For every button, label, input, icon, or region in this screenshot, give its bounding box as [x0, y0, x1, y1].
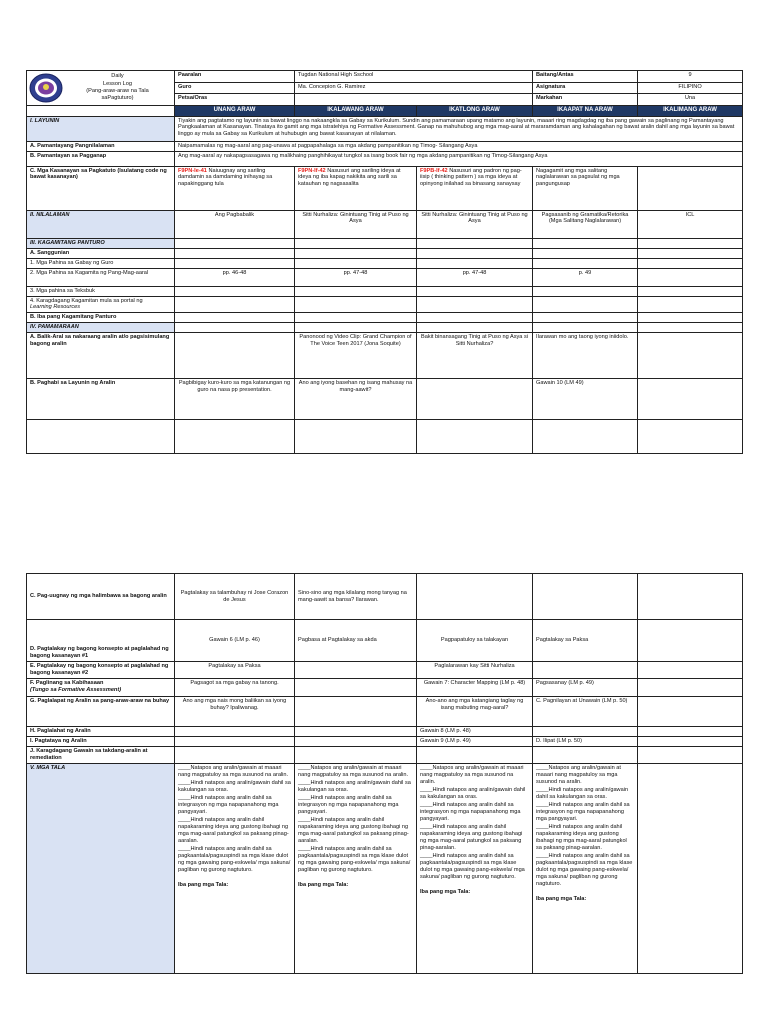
- empty-cell: [638, 323, 743, 333]
- pangnilalaman-text: Naipamamalas ng mag-aaral ang pag-unawa at pagpapahalaga sa mga akdang pampanitikan ng Timog- Silangang Asya: [175, 141, 743, 151]
- row-cell: Paglalarawan kay Sitti Nurhaliza: [417, 662, 533, 679]
- row-cell: Sino-sino ang mga kilalang mong tanyag na mang-aawit sa bansa? Ilarawan.: [295, 574, 417, 620]
- field-label-petsa: Petsa/Oras: [175, 94, 295, 106]
- empty-cell: [533, 238, 638, 248]
- kasanayan-cell-4: [533, 166, 638, 210]
- empty-cell: [175, 296, 295, 313]
- lesson-log-page-1: [26, 70, 742, 454]
- row-cell: [295, 678, 417, 696]
- empty-cell: [417, 258, 533, 268]
- day-header-4: IKAAPAT NA ARAW: [533, 106, 638, 117]
- empty-cell: [295, 420, 417, 454]
- kasanayan-label: C. Mga Kasanayan sa Pagkatuto (Isulatang code ng bawat kasanayan): [27, 166, 175, 210]
- tala-remark: ____Hindi natapos ang aralin dahil sa integrasyon ng mga napapanahong mga pangyayari.: [536, 801, 630, 822]
- row-cell: Pagsagot sa mga gabay na tanong.: [175, 678, 295, 696]
- row-cell: [638, 746, 743, 763]
- tala-remark: ____Hindi natapos ang aralin dahil napakaraming ideya ang gustong ibahagi ng mga mag-aaral patungkol sa paksang pinag-aaralan.: [178, 816, 289, 844]
- empty-cell: [533, 296, 638, 313]
- kagamitan-label: III. KAGAMITANG PANTURO: [27, 238, 175, 248]
- empty-cell: [295, 238, 417, 248]
- row-cell: [638, 736, 743, 746]
- paghahabi-cell-4: Gawain 10 (LM 49): [533, 379, 638, 420]
- pages-cell-1: pp. 46-48: [175, 268, 295, 286]
- pangnilalaman-label: A. Pamantayang Pangnilalaman: [27, 141, 175, 151]
- tala-cell-2: [295, 763, 417, 973]
- empty-cell: [638, 286, 743, 296]
- nilalaman-cell-5: ICL: [638, 210, 743, 238]
- teksbuk-label: 3. Mga pahina sa Teksbuk: [27, 286, 175, 296]
- title-line: saPagtuturo): [101, 95, 134, 102]
- row-cell: [295, 746, 417, 763]
- kasanayan-cell-3: [417, 166, 533, 210]
- paghahabi-cell-5: [638, 379, 743, 420]
- balik-aral-cell-4: Ilarawan mo ang taong iyong iniidolo.: [533, 333, 638, 379]
- row-cell: Ano-ano ang mga katangiang taglay ng isang mabuting mag-aaral?: [417, 696, 533, 726]
- empty-cell: [175, 420, 295, 454]
- row-cell: Pagbasa at Pagtalakay sa akda: [295, 620, 417, 662]
- field-value-paaralan: Tugdan National High Sschool: [295, 71, 533, 83]
- pages-cell-5: [638, 268, 743, 286]
- row-cell: [638, 662, 743, 679]
- pages-cell-4: p. 49: [533, 268, 638, 286]
- row-cell: Gawain 8 (LM p. 48): [417, 726, 533, 736]
- field-label-markahan: Markahan: [533, 94, 638, 106]
- kagamitang-mag-aaral-label: 2. Mga Pahina sa Kagamita ng Pang-Mag-aaral: [27, 268, 175, 286]
- row-cell: Pagtalakay sa Paksa: [533, 620, 638, 662]
- competency-text: Nasusuri ang padron ng pag-iisip ( thinking pattern ) sa mga ideya at opinyong inilahad sa binasang sanaysay: [420, 167, 522, 188]
- gabay-label: 1. Mga Pahina sa Gabay ng Guro: [27, 258, 175, 268]
- header-title: [63, 73, 172, 102]
- nilalaman-label: II. NILALAMAN: [27, 210, 175, 238]
- row-cell: C. Pagnilayan at Unawain (LM p. 50): [533, 696, 638, 726]
- nilalaman-cell-2: Sitti Nurhaliza: Ginintuang Tinig at Puso ng Asya: [295, 210, 417, 238]
- row-cell: [295, 696, 417, 726]
- row-cell: Gawain 9 (LM p. 49): [417, 736, 533, 746]
- portal-label: [27, 296, 175, 313]
- nilalaman-cell-4: Pagsasanib ng Gramatika/Retorika (Mga Salitang Naglalarawan): [533, 210, 638, 238]
- row-cell: [638, 574, 743, 620]
- row-cell: [638, 620, 743, 662]
- field-value-baitang: 9: [638, 71, 743, 83]
- empty-cell: [295, 313, 417, 323]
- tala-remark: ____Hindi natapos ang aralin dahil sa integrasyon ng mga napapanahong mga pangyayari.: [298, 794, 399, 815]
- empty-cell: [175, 286, 295, 296]
- iba-pang-tala-label: Iba pang mga Tala:: [178, 881, 229, 888]
- pages-cell-2: pp. 47-48: [295, 268, 417, 286]
- row-cell: [175, 726, 295, 736]
- day-header-5: IKALIMANG ARAW: [638, 106, 743, 117]
- pagganap-text: Ang mag-aaral ay nakapagsasagawa ng malikhaing panghihikayat tungkol sa isang book fair ng mga akdang pampanitikan ng Timog-Silangang Asya: [175, 151, 743, 166]
- lesson-log-table-1: [26, 70, 743, 454]
- empty-cell: [417, 248, 533, 258]
- pages-cell-3: pp. 47-48: [417, 268, 533, 286]
- title-line: Lesson Log: [103, 80, 132, 87]
- competency-code: F9PN-Ie-41: [178, 167, 207, 174]
- nilalaman-cell-3: Sitti Nurhaliza: Ginintuang Tinig at Puso ng Asya: [417, 210, 533, 238]
- empty-cell: [533, 286, 638, 296]
- field-value-asignatura: FILIPINO: [638, 82, 743, 94]
- field-label-guro: Guro: [175, 82, 295, 94]
- row-label: I. Pagtataya ng Aralin: [27, 736, 175, 746]
- tala-remark: ____Hindi natapos ang aralin/gawain dahil sa kakulangan sa oras.: [178, 779, 291, 793]
- balik-aral-label: A. Balik-Aral sa nakaraang aralin at/o pagsisimulang bagong aralin: [27, 333, 175, 379]
- field-value-guro: Ma. Concepion G. Ramirez: [295, 82, 533, 94]
- day-header-3: IKATLONG ARAW: [417, 106, 533, 117]
- empty-cell: [417, 313, 533, 323]
- paghahabi-cell-1: Pagbibigay kuro-kuro sa mga katanungan ng guro na nasa pp presentation.: [175, 379, 295, 420]
- field-label-baitang: Baitang/Antas: [533, 71, 638, 83]
- empty-cell: [638, 313, 743, 323]
- empty-cell: [417, 296, 533, 313]
- row-cell: Pagtalakay sa talambuhay ni Jose Corazon de Jesus: [175, 574, 295, 620]
- empty-cell: [638, 420, 743, 454]
- deped-seal-icon: [29, 73, 63, 103]
- header-logo-title-cell: [27, 71, 175, 106]
- row-cell: [638, 726, 743, 736]
- kasanayan-cell-2: [295, 166, 417, 210]
- layunin-text: Tiyakin ang pagtatamo ng layunin sa bawat linggo na nakaangkla sa Gabay sa Kurikulum. Sundin ang pamamaraan upang matamo ang layunin, maaari ring magdagdag ng iba pang gawain sa paglinang ng Pamantayang Pangkaalaman at Kasanayan. Tinataya ito gamit ang mga istratehiya ng Formative Assessment. Ganap na mahuhubog ang mga mag-aaral at mararamdaman ang kahalagahan ng bawat aralin dahil ang mga layunin sa bawat linggo ay mula sa Gabay sa Kurikulum at huhubugin ang bawat kasanayan at nilalaman.: [175, 116, 743, 141]
- empty-cell: [417, 238, 533, 248]
- portal-label-a: 4. Karagdagang Kagamitan mula sa portal ng: [30, 297, 143, 304]
- balik-aral-cell-3: Bakit binansagang Tinig at Puso ng Asya si Sitti Nurhaliza?: [417, 333, 533, 379]
- paghahabi-label: B. Paghabi sa Layunin ng Aralin: [27, 379, 175, 420]
- nilalaman-cell-1: Ang Pagbabalik: [175, 210, 295, 238]
- portal-label-b: Learning Resources: [30, 304, 81, 311]
- row-cell: [533, 726, 638, 736]
- empty-cell: [175, 258, 295, 268]
- competency-text: Naiuugnay ang sariling damdamin sa damdaming inihayag sa napakinggang tula: [178, 167, 273, 188]
- iba-pang-tala-label: Iba pang mga Tala:: [536, 895, 587, 902]
- competency-text: Nagagamit ang mga salitang naglalarawan sa pagsulat ng mga pangungusap: [536, 167, 620, 188]
- row-cell: Pagsasanay (LM p. 49): [533, 678, 638, 696]
- tala-remark: ____Natapos ang aralin/gawain at maaari nang magpatuloy sa mga susunod na aralin.: [298, 764, 409, 778]
- empty-cell: [295, 323, 417, 333]
- row-cell: [175, 736, 295, 746]
- empty-cell: [175, 248, 295, 258]
- tala-cell-5: [638, 763, 743, 973]
- row-label: [27, 678, 175, 696]
- lesson-log-table-2: [26, 573, 743, 974]
- tala-remark: ____Hindi natapos ang aralin dahil sa pagkaantala/pagsuspindi sa mga klase dulot ng mga gawaing pang-eskwela/ mga sakuna/ pagliban ng gurong nagtuturo.: [536, 852, 633, 887]
- pamamaraan-label: IV. PAMAMARAAN: [27, 323, 175, 333]
- pagganap-label: B. Pamantayan sa Pagganap: [27, 151, 175, 166]
- tala-remark: ____Hindi natapos ang aralin/gawain dahil sa kakulangan sa oras.: [420, 786, 526, 800]
- empty-cell: [295, 248, 417, 258]
- row-cell: [295, 726, 417, 736]
- empty-cell: [533, 313, 638, 323]
- empty-cell: [27, 420, 175, 454]
- competency-text: Nasusuri ang sariling ideya at ideya ng iba kapag nakikita ang sarili sa katauhan ng nagsasalita: [298, 167, 401, 188]
- empty-cell: [295, 286, 417, 296]
- tala-remark: ____Natapos ang aralin/gawain at maaari nang magpatuloy sa mga susunod na aralin.: [536, 764, 621, 785]
- tala-remark: ____Hindi natapos ang aralin/gawain dahil sa kakulangan sa oras.: [536, 786, 629, 800]
- empty-cell: [533, 258, 638, 268]
- day-header-2: IKALAWANG ARAW: [295, 106, 417, 117]
- balik-aral-cell-2: Panonood ng Video Clip: Grand Champion of The Voice Teen 2017 (Jona Soquite): [295, 333, 417, 379]
- field-label-paaralan: Paaralan: [175, 71, 295, 83]
- iba-pang-tala-label: Iba pang mga Tala:: [420, 888, 471, 895]
- row-cell: Ano ang mga nais mong baliikan sa iyong buhay? Ipaliwanag.: [175, 696, 295, 726]
- empty-cell: [417, 420, 533, 454]
- title-line: (Pang-araw-araw na Tala: [86, 88, 149, 94]
- kasanayan-cell-5: [638, 166, 743, 210]
- tala-remark: ____Hindi natapos ang aralin dahil sa pagkaantala/pagsuspindi sa mga klase dulot ng mga gawaing pang-eskwela/ mga sakuna/ pagliban ng gurong nagtuturo.: [298, 845, 411, 873]
- row-label: C. Pag-uugnay ng mga halimbawa sa bagong aralin: [27, 574, 175, 620]
- row-cell: [638, 696, 743, 726]
- row-label: H. Paglalahat ng Aralin: [27, 726, 175, 736]
- row-cell: [295, 662, 417, 679]
- row-cell: [417, 746, 533, 763]
- tala-cell-4: [533, 763, 638, 973]
- tala-remark: ____Hindi natapos ang aralin/gawain dahil sa kakulangan sa oras.: [298, 779, 411, 793]
- kasanayan-cell-1: [175, 166, 295, 210]
- empty-cell: [175, 313, 295, 323]
- tala-remark: ____Hindi natapos ang aralin dahil sa pagkaantala/pagsuspindi sa mga klase dulot ng mga gawaing pang-eskwela/ mga sakuna/ pagliban ng gurong nagtuturo.: [178, 845, 291, 873]
- tala-remark: ____Hindi natapos ang aralin dahil sa integrasyon ng mga napapanahong mga pangyayari.: [420, 801, 521, 822]
- sanggunian-label: A. Sanggunian: [27, 248, 175, 258]
- row-label: D. Pagtalakay ng bagong konsepto at paglalahad ng bagong kasanayan #1: [27, 620, 175, 662]
- row-label-main: F. Paglinang sa Kabihasaan: [30, 679, 104, 686]
- lesson-log-page-2: [26, 573, 742, 974]
- tala-remark: ____Hindi natapos ang aralin dahil sa pagkaantala/pagsuspindi sa mga klase dulot ng mga gawaing pang-eskwela/ mga sakuna/ pagliban ng gurong nagtuturo.: [420, 852, 525, 880]
- row-label: G. Paglalapat ng Aralin sa pang-araw-araw na buhay: [27, 696, 175, 726]
- tala-cell-1: [175, 763, 295, 973]
- row-cell: [175, 746, 295, 763]
- tala-remark: ____Hindi natapos ang aralin dahil napakaraming ideya ang gustong ibahagi ng mga mag-aaral patungkol sa paksang pinag-aaralan.: [420, 823, 523, 851]
- row-cell: [533, 746, 638, 763]
- competency-code: F9PN-If-42: [298, 167, 326, 174]
- row-label: E. Pagtalakay ng bagong konsepto at paglalahad ng bagong kasanayan #2: [27, 662, 175, 679]
- row-cell: [417, 574, 533, 620]
- paghahabi-cell-3: [417, 379, 533, 420]
- empty-cell: [295, 296, 417, 313]
- tala-remark: ____Natapos ang aralin/gawain at maaari nang magpatuloy sa mga susunod na aralin.: [178, 764, 289, 778]
- row-cell: [533, 662, 638, 679]
- empty-cell: [533, 323, 638, 333]
- tala-remark: ____Hindi natapos ang aralin dahil sa integrasyon ng mga napapanahong mga pangyayari.: [178, 794, 279, 815]
- empty-cell: [533, 248, 638, 258]
- mga-tala-label: V. MGA TALA: [27, 763, 175, 973]
- field-value-petsa: [295, 94, 533, 106]
- empty-cell: [638, 258, 743, 268]
- row-cell: D. Ilipat (LM p. 50): [533, 736, 638, 746]
- empty-cell: [175, 323, 295, 333]
- empty-cell: [533, 420, 638, 454]
- empty-cell: [175, 238, 295, 248]
- iba-pang-kagamitan-label: B. Iba pang Kagamitang Panturo: [27, 313, 175, 323]
- field-label-asignatura: Asignatura: [533, 82, 638, 94]
- field-value-markahan: Una: [638, 94, 743, 106]
- row-cell: Gawain 7: Character Mapping (LM p. 48): [417, 678, 533, 696]
- empty-cell: [417, 286, 533, 296]
- row-cell: Pagpapatuloy sa talakayan: [417, 620, 533, 662]
- row-cell: Gawain 6 (LM p. 46): [175, 620, 295, 662]
- tala-remark: ____Hindi natapos ang aralin dahil napakaraming ideya ang gustong ibahagi ng mga mag-aaral patungkol sa paksang pinag-aaralan.: [536, 823, 627, 851]
- balik-aral-cell-1: [175, 333, 295, 379]
- title-line: Daily: [111, 73, 124, 80]
- empty-cell: [638, 248, 743, 258]
- tala-remark: ____Natapos ang aralin/gawain at maaari nang magpatuloy sa mga susunod na aralin.: [420, 764, 524, 785]
- empty-cell: [417, 323, 533, 333]
- row-cell: Pagtalakay sa Paksa: [175, 662, 295, 679]
- balik-aral-cell-5: [638, 333, 743, 379]
- row-label-sub: (Tungo sa Formative Assessment): [30, 686, 122, 693]
- row-cell: [533, 574, 638, 620]
- day-header-blank: [27, 106, 175, 117]
- row-cell: [638, 678, 743, 696]
- paghahabi-cell-2: Ano ang iyong basehan ng isang mahusay na mang-aawit?: [295, 379, 417, 420]
- empty-cell: [295, 258, 417, 268]
- iba-pang-tala-label: Iba pang mga Tala:: [298, 881, 349, 888]
- empty-cell: [638, 238, 743, 248]
- tala-cell-3: [417, 763, 533, 973]
- tala-remark: ____Hindi natapos ang aralin dahil napakaraming ideya ang gustong ibahagi ng mga mag-aaral patungkol sa paksang pinag-aaralan.: [298, 816, 409, 844]
- competency-code: F9PB-If-42: [420, 167, 448, 174]
- empty-cell: [638, 296, 743, 313]
- row-cell: [295, 736, 417, 746]
- layunin-label: I. LAYUNIN: [27, 116, 175, 141]
- row-label: J. Karagdagang Gawain sa takdang-aralin at remediation: [27, 746, 175, 763]
- day-header-1: UNANG ARAW: [175, 106, 295, 117]
